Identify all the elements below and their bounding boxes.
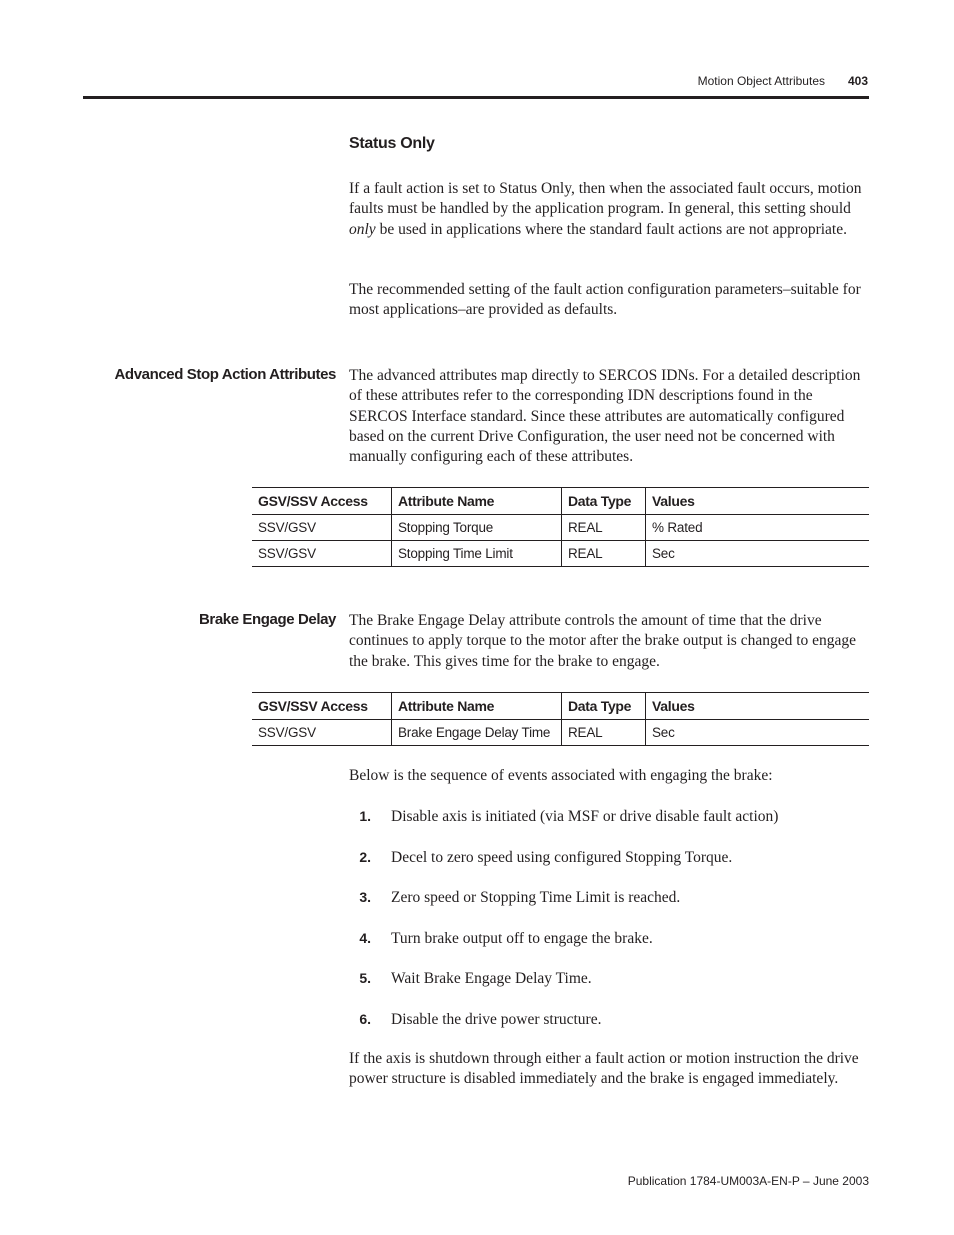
page-header [0,0,954,110]
emphasis-only: only [349,220,376,238]
step-text: Zero speed or Stopping Time Limit is reached. [391,889,681,906]
table-cell: REAL [562,720,646,746]
column-header: Data Type [562,693,646,720]
defaults-paragraph: The recommended setting of the fault action configuration parameters–suitable for most applications–are provided as defaults. [349,281,861,319]
table-cell: SSV/GSV [252,720,392,746]
brake-engage-heading: Brake Engage Delay [198,611,336,628]
closing-paragraph: If the axis is shutdown through either a fault action or motion instruction the drive power structure is disabled immediately and the brake is engaged immediately. [349,1050,859,1088]
step-text: Disable axis is initiated (via MSF or drive disable fault action) [391,808,779,825]
step-number: 2. [359,849,371,865]
table-cell: REAL [562,541,646,567]
table-row [252,515,869,541]
step-number: 1. [359,808,371,824]
table-cell: SSV/GSV [252,541,392,567]
step-number: 6. [359,1011,371,1027]
step-number: 4. [359,930,371,946]
table-row [252,720,869,746]
table-cell: Sec [646,541,870,567]
step-text: Decel to zero speed using configured Stopping Torque. [391,849,733,866]
table-cell: Stopping Time Limit [392,541,562,567]
list-item [349,887,869,908]
table-cell: % Rated [646,515,870,541]
column-header: Attribute Name [392,488,562,515]
table-header-row [252,693,869,720]
header-rule [83,96,869,99]
step-number: 3. [359,889,371,905]
running-header-title: Motion Object Attributes [697,74,825,88]
list-item [349,806,869,827]
list-item [349,847,869,868]
table-cell: REAL [562,515,646,541]
column-header: Values [646,488,870,515]
advanced-stop-heading: Advanced Stop Action Attributes [114,366,336,383]
advanced-stop-paragraph: The advanced attributes map directly to SERCOS IDNs. For a detailed description of these attributes refer to the corresponding IDN descriptions found in the SERCOS Interface standard. Since these attributes are automatically configured based on the current Drive Configuration, the user need not be concerned with manually configuring each of these attributes. [349,367,861,466]
step-text: Disable the drive power structure. [391,1011,602,1028]
page-number: 403 [847,74,868,88]
table-cell: Stopping Torque [392,515,562,541]
status-only-heading: Status Only [349,135,435,152]
table-cell: Sec [646,720,870,746]
table-row [252,541,869,567]
advanced-stop-table [252,487,869,567]
table-cell: SSV/GSV [252,515,392,541]
status-only-paragraph: If a fault action is set to Status Only, then when the associated fault occurs, motion faults must be handled by the application program. In general, this setting should only be used in applications where the standard fault actions are not appropriate. [349,180,862,238]
step-text: Wait Brake Engage Delay Time. [391,970,592,987]
column-header: GSV/SSV Access [252,488,392,515]
sequence-intro: Below is the sequence of events associated with engaging the brake: [349,767,773,784]
table-header-row [252,488,869,515]
list-item [349,1009,869,1030]
publication-footer: Publication 1784-UM003A-EN-P – June 2003 [627,1174,869,1188]
column-header: GSV/SSV Access [252,693,392,720]
step-number: 5. [359,970,371,986]
table-cell: Brake Engage Delay Time [392,720,562,746]
brake-engage-paragraph: The Brake Engage Delay attribute controls the amount of time that the drive continues to apply torque to the motor after the brake output is changed to engage the brake. This gives time for the brake to engage. [349,612,857,670]
column-header: Data Type [562,488,646,515]
list-item [349,928,869,949]
step-text: Turn brake output off to engage the brake. [391,930,653,947]
column-header: Values [646,693,870,720]
list-item [349,968,869,989]
column-header: Attribute Name [392,693,562,720]
brake-engage-table [252,692,869,746]
